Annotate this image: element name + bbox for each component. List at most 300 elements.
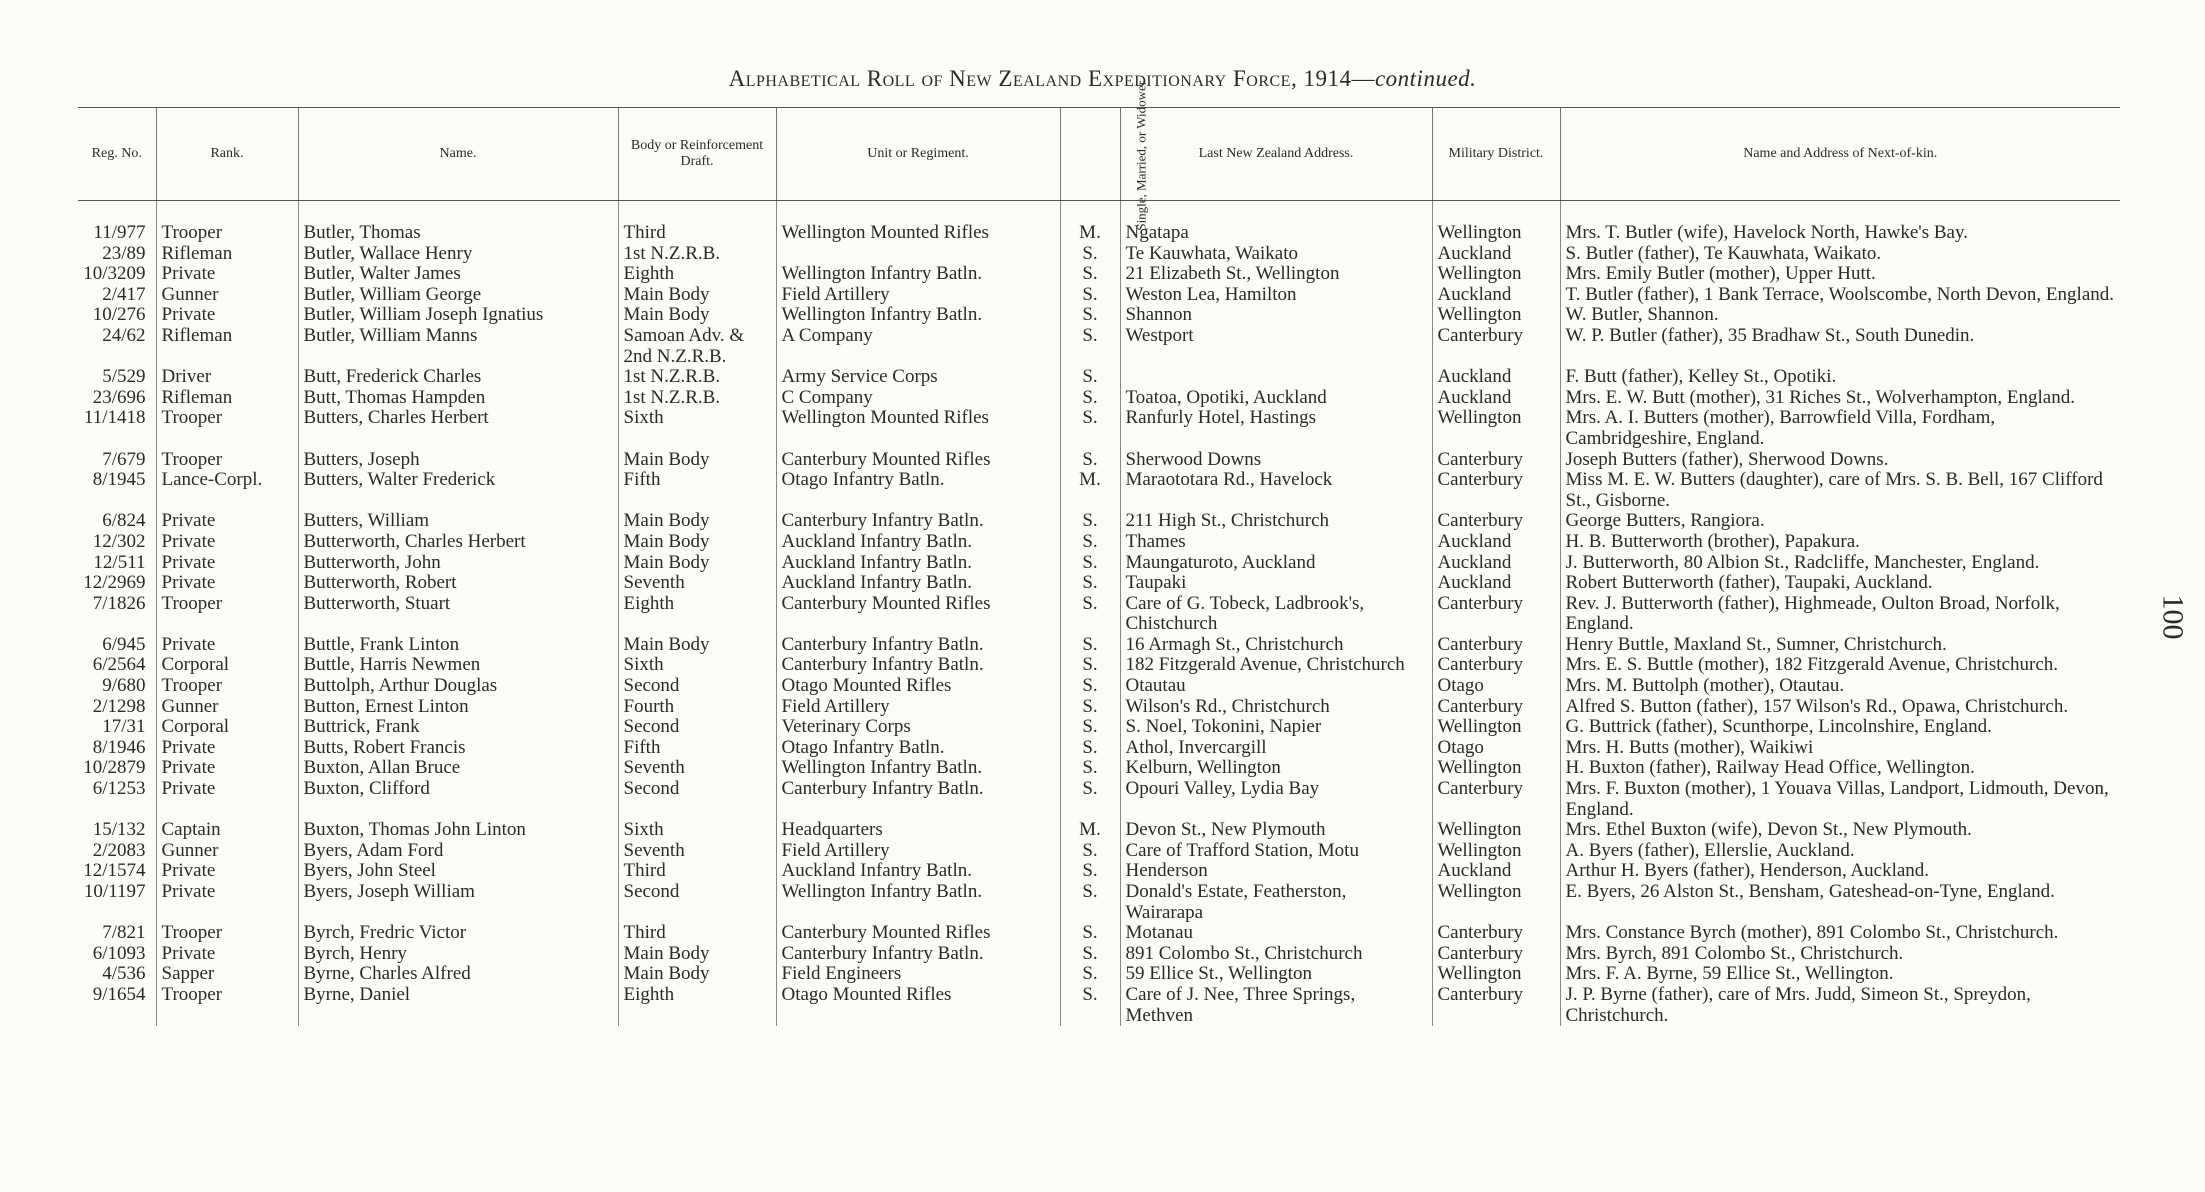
cell-name: Buxton, Allan Bruce <box>298 758 618 779</box>
cell-address: Wilson's Rd., Christchurch <box>1120 697 1432 718</box>
cell-status: S. <box>1060 861 1120 882</box>
cell-name: Butters, Joseph <box>298 450 618 471</box>
col-header-address: Last New Zealand Address. <box>1120 108 1432 201</box>
cell-draft: 1st N.Z.R.B. <box>618 244 776 265</box>
cell-rank: Private <box>156 944 298 965</box>
cell-rank: Rifleman <box>156 388 298 409</box>
table-row <box>78 697 2120 718</box>
cell-unit: Canterbury Infantry Batln. <box>776 655 1060 676</box>
cell-next-of-kin: Henry Buttle, Maxland St., Sumner, Christchurch. <box>1560 635 2120 656</box>
cell-district: Wellington <box>1432 820 1560 841</box>
cell-draft: Fourth <box>618 697 776 718</box>
cell-district: Otago <box>1432 676 1560 697</box>
cell-unit: Canterbury Mounted Rifles <box>776 923 1060 944</box>
cell-name: Byrch, Fredric Victor <box>298 923 618 944</box>
cell-draft: Main Body <box>618 635 776 656</box>
cell-name: Buttolph, Arthur Douglas <box>298 676 618 697</box>
cell-address: Maraototara Rd., Havelock <box>1120 470 1432 511</box>
table-row <box>78 655 2120 676</box>
cell-district: Auckland <box>1432 532 1560 553</box>
cell-draft: Fifth <box>618 738 776 759</box>
cell-status: S. <box>1060 511 1120 532</box>
cell-district: Auckland <box>1432 573 1560 594</box>
cell-name: Buxton, Clifford <box>298 779 618 820</box>
cell-reg-no: 2/2083 <box>92 840 146 861</box>
cell-address: 21 Elizabeth St., Wellington <box>1120 264 1432 285</box>
cell-address: Ngatapa <box>1120 201 1432 244</box>
cell-reg-no: 6/1253 <box>92 779 146 800</box>
page-title-main: Alphabetical Roll of New Zealand Expeditionary Force, 1914— <box>728 66 1375 91</box>
cell-draft: Second <box>618 717 776 738</box>
cell-rank: Rifleman <box>156 326 298 367</box>
cell-address: Shannon <box>1120 305 1432 326</box>
cell-unit: Canterbury Infantry Batln. <box>776 779 1060 820</box>
cell-rank: Private <box>156 779 298 820</box>
cell-unit: Field Engineers <box>776 964 1060 985</box>
cell-status: S. <box>1060 758 1120 779</box>
cell-unit: Wellington Infantry Batln. <box>776 305 1060 326</box>
cell-unit: Wellington Infantry Batln. <box>776 264 1060 285</box>
table-row <box>78 738 2120 759</box>
cell-address: Kelburn, Wellington <box>1120 758 1432 779</box>
table-row <box>78 450 2120 471</box>
cell-draft: 1st N.Z.R.B. <box>618 367 776 388</box>
cell-district: Wellington <box>1432 758 1560 779</box>
cell-district: Wellington <box>1432 964 1560 985</box>
cell-unit: Canterbury Mounted Rifles <box>776 594 1060 635</box>
cell-unit: Canterbury Infantry Batln. <box>776 635 1060 656</box>
cell-status: S. <box>1060 964 1120 985</box>
col-header-next-of-kin: Name and Address of Next-of-kin. <box>1560 108 2120 201</box>
cell-reg-no: 15/132 <box>92 820 146 841</box>
table-row <box>78 779 2120 820</box>
cell-next-of-kin: Mrs. H. Butts (mother), Waikiwi <box>1560 738 2120 759</box>
cell-unit: Otago Infantry Batln. <box>776 470 1060 511</box>
cell-next-of-kin: Mrs. Emily Butler (mother), Upper Hutt. <box>1560 264 2120 285</box>
cell-name: Byers, John Steel <box>298 861 618 882</box>
table-row <box>78 408 2120 449</box>
cell-draft: Sixth <box>618 655 776 676</box>
cell-rank: Private <box>156 861 298 882</box>
cell-unit: Auckland Infantry Batln. <box>776 532 1060 553</box>
cell-reg-no: 9/1654 <box>92 984 146 1005</box>
cell-draft: Seventh <box>618 573 776 594</box>
cell-name: Byers, Joseph William <box>298 882 618 923</box>
cell-rank: Lance-Corpl. <box>156 470 298 511</box>
cell-address: Care of J. Nee, Three Springs, Methven <box>1120 985 1432 1026</box>
cell-unit: Otago Mounted Rifles <box>776 676 1060 697</box>
cell-district: Auckland <box>1432 285 1560 306</box>
cell-next-of-kin: Mrs. A. I. Butters (mother), Barrowfield Villa, Fordham, Cambridgeshire, England. <box>1560 408 2120 449</box>
cell-next-of-kin: Mrs. E. W. Butt (mother), 31 Riches St., Wolverhampton, England. <box>1560 388 2120 409</box>
cell-unit: Otago Infantry Batln. <box>776 738 1060 759</box>
cell-status: S. <box>1060 738 1120 759</box>
cell-rank: Private <box>156 758 298 779</box>
cell-draft: Main Body <box>618 553 776 574</box>
cell-draft: Second <box>618 882 776 923</box>
cell-status: S. <box>1060 779 1120 820</box>
cell-status: S. <box>1060 553 1120 574</box>
cell-address: Care of Trafford Station, Motu <box>1120 841 1432 862</box>
cell-address: Motanau <box>1120 923 1432 944</box>
cell-draft: Eighth <box>618 594 776 635</box>
cell-next-of-kin: E. Byers, 26 Alston St., Bensham, Gateshead-on-Tyne, England. <box>1560 882 2120 923</box>
cell-district: Wellington <box>1432 882 1560 923</box>
cell-status: S. <box>1060 655 1120 676</box>
cell-reg-no: 12/1574 <box>83 861 146 882</box>
table-row <box>78 964 2120 985</box>
cell-district: Wellington <box>1432 201 1560 244</box>
cell-rank: Gunner <box>156 697 298 718</box>
cell-next-of-kin: Mrs. F. Buxton (mother), 1 Youava Villas, Landport, Lidmouth, Devon, England. <box>1560 779 2120 820</box>
cell-rank: Private <box>156 511 298 532</box>
cell-address: 16 Armagh St., Christchurch <box>1120 635 1432 656</box>
cell-rank: Gunner <box>156 841 298 862</box>
cell-district: Canterbury <box>1432 944 1560 965</box>
cell-draft: Seventh <box>618 758 776 779</box>
cell-draft: Main Body <box>618 532 776 553</box>
col-header-reg-no: Reg. No. <box>78 108 156 201</box>
cell-district: Wellington <box>1432 408 1560 449</box>
cell-district: Auckland <box>1432 553 1560 574</box>
cell-name: Byrne, Daniel <box>298 985 618 1026</box>
cell-reg-no: 24/62 <box>102 325 146 346</box>
cell-reg-no: 23/696 <box>92 387 146 408</box>
cell-draft: Main Body <box>618 964 776 985</box>
table-row <box>78 820 2120 841</box>
cell-next-of-kin: Mrs. M. Buttolph (mother), Otautau. <box>1560 676 2120 697</box>
cell-reg-no: 8/1945 <box>92 470 146 491</box>
cell-unit: Auckland Infantry Batln. <box>776 573 1060 594</box>
cell-status: S. <box>1060 305 1120 326</box>
cell-rank: Private <box>156 264 298 285</box>
cell-rank: Private <box>156 573 298 594</box>
cell-rank: Trooper <box>156 408 298 449</box>
cell-reg-no: 6/1093 <box>92 943 146 964</box>
cell-status: S. <box>1060 635 1120 656</box>
cell-address: Westport <box>1120 326 1432 367</box>
page-number: 100 <box>2156 594 2190 640</box>
table-row <box>78 553 2120 574</box>
cell-status: S. <box>1060 532 1120 553</box>
cell-district: Canterbury <box>1432 985 1560 1026</box>
cell-rank: Private <box>156 532 298 553</box>
cell-unit: Army Service Corps <box>776 367 1060 388</box>
table-row <box>78 758 2120 779</box>
cell-next-of-kin: H. B. Butterworth (brother), Papakura. <box>1560 532 2120 553</box>
cell-rank: Trooper <box>156 450 298 471</box>
table-row <box>78 285 2120 306</box>
table-row <box>78 985 2120 1026</box>
cell-rank: Private <box>156 882 298 923</box>
cell-unit: Field Artillery <box>776 697 1060 718</box>
cell-reg-no: 12/2969 <box>83 573 146 594</box>
table-row <box>78 244 2120 265</box>
cell-rank: Private <box>156 738 298 759</box>
cell-unit: Veterinary Corps <box>776 717 1060 738</box>
cell-address: Sherwood Downs <box>1120 450 1432 471</box>
col-header-draft: Body or Reinforcement Draft. <box>618 108 776 201</box>
cell-next-of-kin: W. P. Butler (father), 35 Bradhaw St., South Dunedin. <box>1560 326 2120 367</box>
table-row <box>78 841 2120 862</box>
cell-name: Butt, Thomas Hampden <box>298 388 618 409</box>
cell-next-of-kin: F. Butt (father), Kelley St., Opotiki. <box>1560 367 2120 388</box>
cell-rank: Driver <box>156 367 298 388</box>
cell-status: S. <box>1060 594 1120 635</box>
cell-district: Auckland <box>1432 244 1560 265</box>
cell-reg-no: 10/2879 <box>83 758 146 779</box>
cell-next-of-kin: Mrs. E. S. Buttle (mother), 182 Fitzgerald Avenue, Christchurch. <box>1560 655 2120 676</box>
cell-status: S. <box>1060 717 1120 738</box>
cell-district: Canterbury <box>1432 923 1560 944</box>
cell-next-of-kin: Robert Butterworth (father), Taupaki, Auckland. <box>1560 573 2120 594</box>
cell-district: Canterbury <box>1432 697 1560 718</box>
table-row <box>78 532 2120 553</box>
cell-status: S. <box>1060 326 1120 367</box>
cell-address: 182 Fitzgerald Avenue, Christchurch <box>1120 655 1432 676</box>
cell-next-of-kin: S. Butler (father), Te Kauwhata, Waikato. <box>1560 244 2120 265</box>
cell-draft: Main Body <box>618 944 776 965</box>
cell-status: S. <box>1060 450 1120 471</box>
table-row <box>78 511 2120 532</box>
cell-draft: Third <box>618 923 776 944</box>
cell-address: 59 Ellice St., Wellington <box>1120 964 1432 985</box>
cell-reg-no: 8/1946 <box>92 737 146 758</box>
cell-unit: Wellington Infantry Batln. <box>776 882 1060 923</box>
page-title <box>0 66 2205 92</box>
cell-reg-no: 11/1418 <box>83 408 146 429</box>
cell-status: S. <box>1060 697 1120 718</box>
cell-district: Canterbury <box>1432 511 1560 532</box>
cell-rank: Trooper <box>156 201 298 244</box>
cell-address: Maungaturoto, Auckland <box>1120 553 1432 574</box>
cell-address: Donald's Estate, Featherston, Wairarapa <box>1120 882 1432 923</box>
table-row <box>78 676 2120 697</box>
cell-name: Butterworth, Stuart <box>298 594 618 635</box>
cell-status: S. <box>1060 244 1120 265</box>
cell-draft: Eighth <box>618 985 776 1026</box>
cell-next-of-kin: Rev. J. Butterworth (father), Highmeade, Oulton Broad, Norfolk, England. <box>1560 594 2120 635</box>
cell-unit: Canterbury Infantry Batln. <box>776 511 1060 532</box>
col-header-rank: Rank. <box>156 108 298 201</box>
cell-reg-no: 6/2564 <box>92 655 146 676</box>
cell-reg-no: 7/821 <box>102 923 146 944</box>
cell-status: M. <box>1060 470 1120 511</box>
cell-district: Auckland <box>1432 388 1560 409</box>
cell-name: Butler, Wallace Henry <box>298 244 618 265</box>
table-row <box>78 923 2120 944</box>
cell-name: Butters, William <box>298 511 618 532</box>
cell-unit: A Company <box>776 326 1060 367</box>
cell-district: Canterbury <box>1432 470 1560 511</box>
cell-unit <box>776 244 1060 265</box>
cell-district: Wellington <box>1432 305 1560 326</box>
cell-district: Canterbury <box>1432 635 1560 656</box>
cell-unit: C Company <box>776 388 1060 409</box>
cell-address: Taupaki <box>1120 573 1432 594</box>
cell-status: S. <box>1060 408 1120 449</box>
cell-rank: Corporal <box>156 717 298 738</box>
cell-unit: Wellington Mounted Rifles <box>776 201 1060 244</box>
cell-reg-no: 7/1826 <box>92 593 146 614</box>
cell-reg-no: 12/511 <box>93 552 146 573</box>
cell-rank: Private <box>156 635 298 656</box>
cell-address: Thames <box>1120 532 1432 553</box>
cell-rank: Corporal <box>156 655 298 676</box>
cell-name: Byers, Adam Ford <box>298 841 618 862</box>
table-row <box>78 594 2120 635</box>
cell-next-of-kin: Miss M. E. W. Butters (daughter), care of Mrs. S. B. Bell, 167 Clifford St., Gisborne. <box>1560 470 2120 511</box>
cell-unit: Canterbury Infantry Batln. <box>776 944 1060 965</box>
cell-draft: Second <box>618 676 776 697</box>
cell-next-of-kin: Mrs. Ethel Buxton (wife), Devon St., New Plymouth. <box>1560 820 2120 841</box>
table-row <box>78 635 2120 656</box>
cell-next-of-kin: G. Buttrick (father), Scunthorpe, Lincolnshire, England. <box>1560 717 2120 738</box>
table-row <box>78 861 2120 882</box>
cell-reg-no: 2/417 <box>102 284 146 305</box>
cell-status: S. <box>1060 985 1120 1026</box>
cell-next-of-kin: Alfred S. Button (father), 157 Wilson's Rd., Opawa, Christchurch. <box>1560 697 2120 718</box>
cell-address: Care of G. Tobeck, Ladbrook's, Chistchurch <box>1120 594 1432 635</box>
cell-district: Canterbury <box>1432 326 1560 367</box>
cell-draft: Main Body <box>618 450 776 471</box>
table-header-row <box>78 108 2120 201</box>
table-row <box>78 305 2120 326</box>
table-row <box>78 388 2120 409</box>
cell-name: Byrne, Charles Alfred <box>298 964 618 985</box>
cell-rank: Private <box>156 553 298 574</box>
cell-status: M. <box>1060 201 1120 244</box>
cell-address: Toatoa, Opotiki, Auckland <box>1120 388 1432 409</box>
cell-status: S. <box>1060 367 1120 388</box>
cell-next-of-kin: J. Butterworth, 80 Albion St., Radcliffe, Manchester, England. <box>1560 553 2120 574</box>
cell-rank: Captain <box>156 820 298 841</box>
table-row <box>78 264 2120 285</box>
cell-status: S. <box>1060 923 1120 944</box>
table-row <box>78 201 2120 244</box>
cell-unit: Field Artillery <box>776 285 1060 306</box>
cell-unit: Wellington Mounted Rifles <box>776 408 1060 449</box>
cell-address: Henderson <box>1120 861 1432 882</box>
cell-reg-no: 6/945 <box>102 634 146 655</box>
cell-next-of-kin: Mrs. Byrch, 891 Colombo St., Christchurch. <box>1560 944 2120 965</box>
cell-district: Auckland <box>1432 367 1560 388</box>
table-row <box>78 944 2120 965</box>
cell-next-of-kin: Joseph Butters (father), Sherwood Downs. <box>1560 450 2120 471</box>
cell-name: Butters, Walter Frederick <box>298 470 618 511</box>
cell-reg-no: 2/1298 <box>92 696 146 717</box>
cell-next-of-kin: J. P. Byrne (father), care of Mrs. Judd, Simeon St., Spreydon, Christchurch. <box>1560 985 2120 1026</box>
cell-next-of-kin: T. Butler (father), 1 Bank Terrace, Woolscombe, North Devon, England. <box>1560 285 2120 306</box>
col-header-unit: Unit or Regiment. <box>776 108 1060 201</box>
cell-name: Buttle, Harris Newmen <box>298 655 618 676</box>
cell-unit: Auckland Infantry Batln. <box>776 861 1060 882</box>
cell-rank: Gunner <box>156 285 298 306</box>
col-header-status-label: Single, Married, or Widower. <box>1133 77 1149 231</box>
cell-name: Butterworth, Charles Herbert <box>298 532 618 553</box>
cell-reg-no: 10/276 <box>92 305 146 326</box>
cell-address: Devon St., New Plymouth <box>1120 820 1432 841</box>
cell-name: Butterworth, Robert <box>298 573 618 594</box>
cell-draft: Sixth <box>618 408 776 449</box>
cell-name: Butters, Charles Herbert <box>298 408 618 449</box>
cell-name: Butler, William Joseph Ignatius <box>298 305 618 326</box>
cell-draft: Third <box>618 861 776 882</box>
cell-status: S. <box>1060 841 1120 862</box>
cell-draft: Main Body <box>618 305 776 326</box>
col-header-district: Military District. <box>1432 108 1560 201</box>
cell-unit: Otago Mounted Rifles <box>776 985 1060 1026</box>
cell-status: S. <box>1060 388 1120 409</box>
cell-unit: Canterbury Mounted Rifles <box>776 450 1060 471</box>
cell-address: 211 High St., Christchurch <box>1120 511 1432 532</box>
cell-address: 891 Colombo St., Christchurch <box>1120 944 1432 965</box>
table-row <box>78 882 2120 923</box>
cell-district: Canterbury <box>1432 594 1560 635</box>
cell-name: Buttrick, Frank <box>298 717 618 738</box>
cell-status: S. <box>1060 285 1120 306</box>
cell-reg-no: 17/31 <box>102 717 146 738</box>
cell-next-of-kin: George Butters, Rangiora. <box>1560 511 2120 532</box>
cell-district: Wellington <box>1432 264 1560 285</box>
cell-status: M. <box>1060 820 1120 841</box>
cell-draft: Samoan Adv. & 2nd N.Z.R.B. <box>618 326 776 367</box>
cell-status: S. <box>1060 264 1120 285</box>
cell-reg-no: 10/3209 <box>83 264 146 285</box>
cell-next-of-kin: Arthur H. Byers (father), Henderson, Auckland. <box>1560 861 2120 882</box>
cell-address: Weston Lea, Hamilton <box>1120 285 1432 306</box>
cell-district: Wellington <box>1432 841 1560 862</box>
cell-draft: Fifth <box>618 470 776 511</box>
cell-unit: Auckland Infantry Batln. <box>776 553 1060 574</box>
cell-draft: Main Body <box>618 285 776 306</box>
cell-address: Athol, Invercargill <box>1120 738 1432 759</box>
cell-draft: Seventh <box>618 841 776 862</box>
cell-address: Te Kauwhata, Waikato <box>1120 244 1432 265</box>
table-row <box>78 717 2120 738</box>
cell-status: S. <box>1060 882 1120 923</box>
cell-reg-no: 9/680 <box>102 676 146 697</box>
cell-unit: Field Artillery <box>776 841 1060 862</box>
table-row <box>78 367 2120 388</box>
cell-address: Ranfurly Hotel, Hastings <box>1120 408 1432 449</box>
cell-reg-no: 12/302 <box>92 531 146 552</box>
cell-district: Canterbury <box>1432 779 1560 820</box>
cell-status: S. <box>1060 676 1120 697</box>
col-header-name: Name. <box>298 108 618 201</box>
cell-reg-no: 11/977 <box>93 222 146 243</box>
cell-reg-no: 5/529 <box>102 367 146 388</box>
cell-address: S. Noel, Tokonini, Napier <box>1120 717 1432 738</box>
table-row <box>78 573 2120 594</box>
cell-reg-no: 4/536 <box>102 964 146 985</box>
cell-rank: Trooper <box>156 923 298 944</box>
cell-next-of-kin: W. Butler, Shannon. <box>1560 305 2120 326</box>
cell-next-of-kin: H. Buxton (father), Railway Head Office, Wellington. <box>1560 758 2120 779</box>
cell-name: Buxton, Thomas John Linton <box>298 820 618 841</box>
cell-next-of-kin: Mrs. Constance Byrch (mother), 891 Colombo St., Christchurch. <box>1560 923 2120 944</box>
cell-address <box>1120 367 1432 388</box>
cell-name: Butler, William George <box>298 285 618 306</box>
cell-name: Butler, Thomas <box>298 201 618 244</box>
cell-next-of-kin: Mrs. T. Butler (wife), Havelock North, Hawke's Bay. <box>1560 201 2120 244</box>
cell-draft: Main Body <box>618 511 776 532</box>
cell-next-of-kin: A. Byers (father), Ellerslie, Auckland. <box>1560 841 2120 862</box>
cell-district: Otago <box>1432 738 1560 759</box>
cell-name: Butts, Robert Francis <box>298 738 618 759</box>
cell-name: Butt, Frederick Charles <box>298 367 618 388</box>
cell-reg-no: 23/89 <box>102 243 146 264</box>
